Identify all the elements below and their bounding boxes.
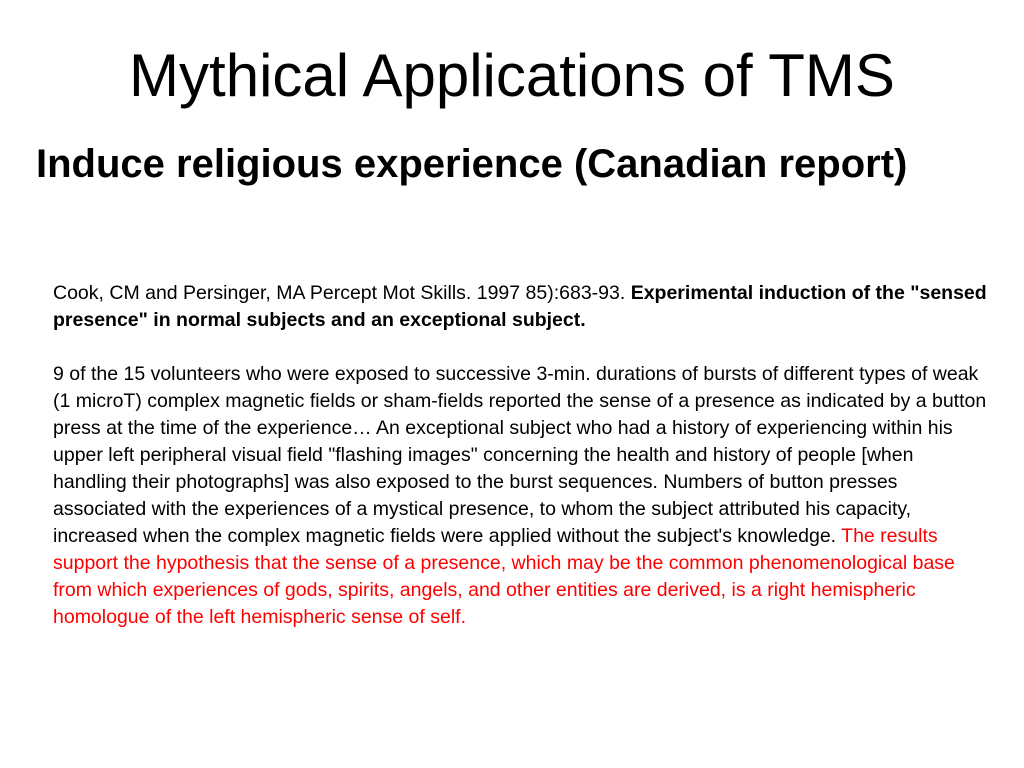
citation-reference: Cook, CM and Persinger, MA Percept Mot Skills. 1997 85):683-93. <box>53 282 631 304</box>
body-text <box>53 280 988 631</box>
slide-title: Mythical Applications of TMS <box>129 42 895 109</box>
abstract-text: 9 of the 15 volunteers who were exposed to successive 3-min. durations of bursts of different types of weak (1 microT) complex magnetic fields or sham-fields reported the sense of a presence as indicated by a button press at the time of the experience… An exceptional subject who had a history of experiencing within his upper left peripheral visual field "flashing images" concerning the health and history of people [when handling their photographs] was also exposed to the burst sequences. Numbers of button presses associated with the experiences of a mystical presence, to whom the subject attributed his capacity, increased when the complex magnetic fields were applied without the subject's knowledge. <box>53 363 987 547</box>
abstract-conclusion: The results support the hypothesis that the sense of a presence, which may be the common phenomenological base from which experiences of gods, spirits, angels, and other entities are derived, is a right hemispheric homologue of the left hemispheric sense of self. <box>53 525 955 628</box>
citation-paragraph <box>53 280 988 334</box>
citation-title: Experimental induction of the "sensed presence" in normal subjects and an exceptional subject. <box>53 282 987 331</box>
abstract-paragraph <box>53 361 988 631</box>
bullet-point: Induce religious experience (Canadian report) <box>36 142 908 186</box>
